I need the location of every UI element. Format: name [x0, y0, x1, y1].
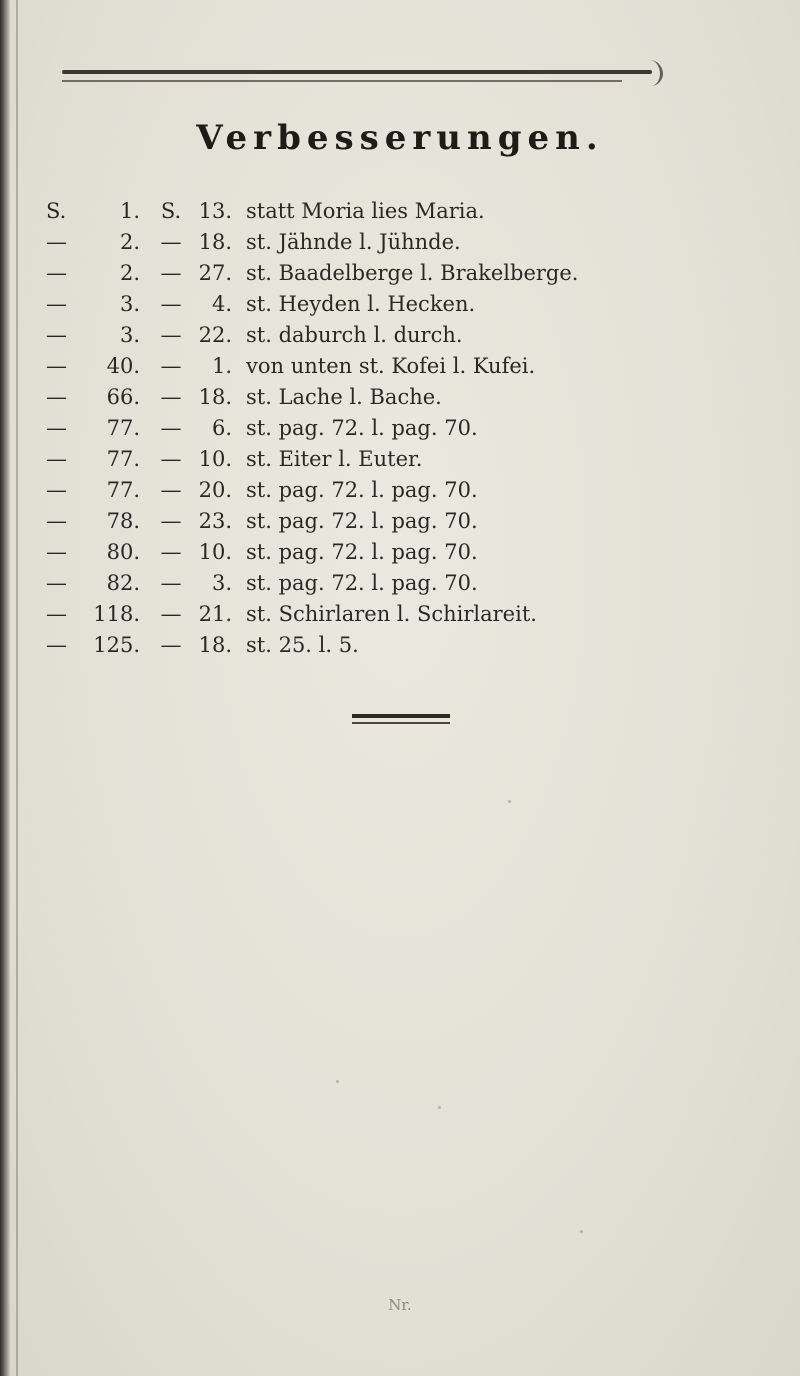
correction-text: Baadelberge l. Brakelberge. [278, 261, 579, 285]
line-marker: — [160, 354, 182, 378]
page-number: 82. [106, 571, 140, 595]
errata-row [44, 227, 784, 258]
instead-of-label [246, 568, 478, 599]
correction-text: pag. 72. l. pag. 70. [278, 540, 478, 564]
correction-text: pag. 72. l. pag. 70. [278, 478, 478, 502]
line-marker: — [160, 416, 182, 440]
page-number: 40. [106, 354, 140, 378]
top-rule-flourish [600, 60, 663, 86]
line-number: 18. [198, 385, 232, 409]
page-marker: — [46, 509, 67, 533]
correction-text: Heyden l. Hecken. [278, 292, 476, 316]
instead-of-text: st. [246, 261, 279, 285]
instead-of-label [246, 258, 578, 289]
line-number: 4. [211, 292, 232, 316]
line-marker: — [160, 509, 182, 533]
end-ornament-rule [352, 714, 450, 718]
line-marker: — [160, 571, 182, 595]
paper-speck [508, 800, 511, 803]
errata-row [44, 506, 784, 537]
instead-of-label [246, 475, 478, 506]
line-marker: — [160, 633, 182, 657]
instead-of-label [246, 320, 463, 351]
page-marker: — [46, 633, 67, 657]
instead-of-label [246, 444, 422, 475]
page-number: 77. [106, 478, 140, 502]
page-number: 118. [93, 602, 140, 626]
correction-text: Kofei l. Kufei. [391, 354, 536, 378]
line-number: 10. [198, 540, 232, 564]
correction-text: 25. l. 5. [278, 633, 359, 657]
page-number: 2. [119, 230, 140, 254]
line-marker: — [160, 447, 182, 471]
line-number: 10. [198, 447, 232, 471]
correction-text: Moria lies Maria. [301, 199, 485, 223]
instead-of-label [246, 413, 478, 444]
page-title: Verbesserungen. [196, 118, 604, 158]
line-marker: — [160, 602, 182, 626]
line-number: 22. [198, 323, 232, 347]
instead-of-label [246, 599, 537, 630]
instead-of-text: st. [246, 478, 279, 502]
line-number: 23. [198, 509, 232, 533]
line-number: 20. [198, 478, 232, 502]
instead-of-label [246, 537, 478, 568]
instead-of-text: st. [246, 571, 279, 595]
top-rule [62, 70, 652, 74]
correction-text: Lache l. Bache. [278, 385, 442, 409]
line-number: 18. [198, 230, 232, 254]
page-number: 77. [106, 447, 140, 471]
page-marker: — [46, 602, 67, 626]
correction-text: daburch l. durch. [278, 323, 463, 347]
page-number: 3. [119, 323, 140, 347]
instead-of-text: st. [246, 230, 279, 254]
end-ornament-rule-thin [352, 722, 450, 724]
errata-row [44, 537, 784, 568]
errata-row [44, 196, 784, 227]
errata-row [44, 351, 784, 382]
binding-gutter [0, 0, 10, 1376]
instead-of-label [246, 227, 461, 258]
paper-speck [336, 1080, 339, 1083]
paper-speck [438, 1106, 441, 1109]
errata-row [44, 413, 784, 444]
line-marker: — [160, 292, 182, 316]
line-number: 3. [211, 571, 232, 595]
instead-of-text: statt [246, 199, 302, 223]
instead-of-label [246, 630, 359, 661]
page-marker: — [46, 354, 67, 378]
line-number: 18. [198, 633, 232, 657]
page-number: 80. [106, 540, 140, 564]
line-marker: — [160, 540, 182, 564]
errata-row [44, 475, 784, 506]
page-number: 3. [119, 292, 140, 316]
errata-row [44, 599, 784, 630]
correction-text: pag. 72. l. pag. 70. [278, 571, 478, 595]
page-marker: — [46, 261, 67, 285]
line-marker: — [160, 385, 182, 409]
errata-row [44, 630, 784, 661]
page-marker: — [46, 447, 67, 471]
correction-text: pag. 72. l. pag. 70. [278, 509, 478, 533]
instead-of-text: st. [246, 416, 279, 440]
correction-text: Schirlaren l. Schirlareit. [278, 602, 537, 626]
errata-row [44, 289, 784, 320]
page-marker: — [46, 292, 67, 316]
correction-text: pag. 72. l. pag. 70. [278, 416, 478, 440]
line-marker: S. [160, 199, 182, 223]
page-number: 77. [106, 416, 140, 440]
footer-catchword: Nr. [388, 1296, 412, 1314]
correction-text: Jähnde l. Jühnde. [278, 230, 461, 254]
page-marker: — [46, 416, 67, 440]
line-number: 21. [198, 602, 232, 626]
paper-speck [580, 1230, 583, 1233]
instead-of-label [246, 351, 535, 382]
errata-row [44, 258, 784, 289]
correction-text: Eiter l. Euter. [278, 447, 423, 471]
page-marker: — [46, 385, 67, 409]
page-marker: — [46, 230, 67, 254]
instead-of-text: st. [246, 602, 279, 626]
instead-of-text: st. [246, 385, 279, 409]
page-marker: — [46, 571, 67, 595]
errata-row [44, 444, 784, 475]
instead-of-text: st. [246, 292, 279, 316]
errata-row [44, 382, 784, 413]
instead-of-label [246, 196, 485, 227]
top-rule-thin [62, 80, 622, 82]
page-marker: — [46, 478, 67, 502]
instead-of-text: st. [246, 323, 279, 347]
line-marker: — [160, 230, 182, 254]
errata-list [44, 196, 784, 661]
page-marker: — [46, 540, 67, 564]
line-marker: — [160, 323, 182, 347]
page-number: 78. [106, 509, 140, 533]
instead-of-label [246, 382, 442, 413]
instead-of-label [246, 506, 478, 537]
instead-of-text: von unten st. [246, 354, 392, 378]
page-marker: S. [46, 199, 67, 223]
line-marker: — [160, 478, 182, 502]
instead-of-text: st. [246, 540, 279, 564]
line-number: 1. [211, 354, 232, 378]
binding-edge-line [16, 0, 18, 1376]
page-number: 2. [119, 261, 140, 285]
page-number: 66. [106, 385, 140, 409]
instead-of-text: st. [246, 509, 279, 533]
instead-of-text: st. [246, 447, 279, 471]
line-marker: — [160, 261, 182, 285]
line-number: 27. [198, 261, 232, 285]
line-number: 13. [198, 199, 232, 223]
errata-row [44, 568, 784, 599]
line-number: 6. [211, 416, 232, 440]
errata-row [44, 320, 784, 351]
page-number: 1. [119, 199, 140, 223]
instead-of-text: st. [246, 633, 279, 657]
page-marker: — [46, 323, 67, 347]
instead-of-label [246, 289, 475, 320]
page-number: 125. [93, 633, 140, 657]
